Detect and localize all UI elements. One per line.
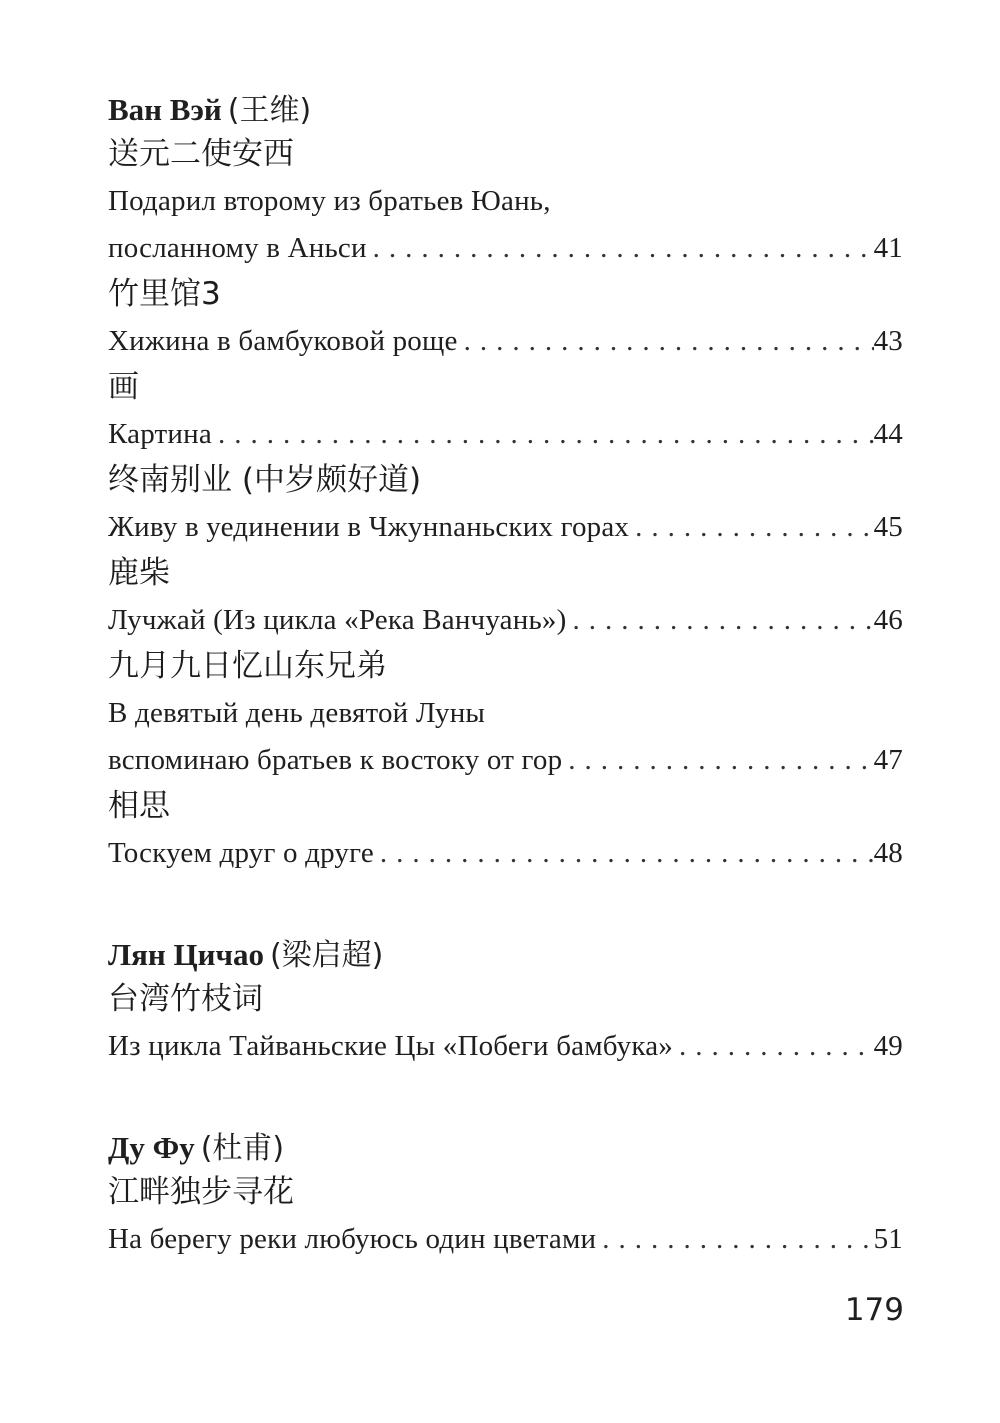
toc-section-liang-qichao bbox=[108, 933, 903, 1070]
author-name-ru: Ван Вэй bbox=[108, 92, 222, 127]
author-name-ru: Ду Фу bbox=[108, 1130, 195, 1165]
dot-leader bbox=[566, 597, 873, 644]
dot-leader bbox=[212, 411, 874, 458]
page-ref: 47 bbox=[873, 744, 903, 776]
author-heading bbox=[108, 933, 903, 977]
dot-leader bbox=[374, 830, 874, 877]
section-spacer bbox=[108, 1070, 903, 1126]
entry-title-ru: Из цикла Тайваньские Цы «Побеги бамбука» bbox=[108, 1030, 673, 1062]
entry-title-ru: Картина bbox=[108, 418, 212, 450]
entry-title-zh: 终南别业 (中岁颇好道) bbox=[108, 462, 422, 498]
toc-entry bbox=[108, 977, 903, 1070]
toc-line[interactable] bbox=[108, 225, 903, 272]
entry-title-zh: 台湾竹枝词 bbox=[108, 981, 263, 1017]
toc-line[interactable] bbox=[108, 504, 903, 551]
author-name-zh: (王维) bbox=[227, 93, 312, 128]
entry-title-ru: Живу в уединении в Чжунnаньских горах bbox=[108, 511, 630, 543]
author-heading bbox=[108, 88, 903, 132]
toc-entry bbox=[108, 132, 903, 272]
entry-title-ru-line: Подарил второму из братьев Юань, bbox=[108, 185, 551, 217]
entry-title-ru-line: В девятый день девятой Луны bbox=[108, 697, 486, 729]
page-ref: 49 bbox=[873, 1030, 903, 1062]
toc-section-du-fu bbox=[108, 1126, 903, 1263]
toc-entry bbox=[108, 551, 903, 644]
toc-entry bbox=[108, 1170, 903, 1263]
entry-title-ru: Хижина в бамбуковой роще bbox=[108, 325, 458, 357]
toc-line[interactable] bbox=[108, 1216, 903, 1263]
toc-entry bbox=[108, 272, 903, 365]
entry-title-zh: 九月九日忆山东兄弟 bbox=[108, 648, 387, 684]
dot-leader bbox=[458, 318, 874, 365]
toc-line[interactable] bbox=[108, 411, 903, 458]
dot-leader bbox=[562, 737, 873, 784]
page-ref: 48 bbox=[873, 837, 903, 869]
entry-title-ru: вспоминаю братьев к востоку от гор bbox=[108, 744, 563, 776]
toc-entry bbox=[108, 365, 903, 458]
entry-title-ru: посланному в Аньси bbox=[108, 232, 367, 264]
page-ref: 51 bbox=[873, 1223, 903, 1255]
toc-line[interactable] bbox=[108, 318, 903, 365]
entry-title-zh: 画 bbox=[108, 369, 139, 405]
entry-title-ru: Тоскуем друг о друге bbox=[108, 837, 374, 869]
page-number: 179 bbox=[844, 1292, 904, 1328]
toc-entry bbox=[108, 644, 903, 784]
page-ref: 41 bbox=[873, 232, 903, 264]
entry-title-zh: 江畔独步寻花 bbox=[108, 1174, 294, 1210]
toc-line[interactable] bbox=[108, 1023, 903, 1070]
section-spacer bbox=[108, 877, 903, 933]
author-name-zh: (梁启超) bbox=[269, 938, 384, 973]
toc-line[interactable] bbox=[108, 830, 903, 877]
page-ref: 46 bbox=[873, 604, 903, 636]
dot-leader bbox=[367, 225, 874, 272]
page-ref: 43 bbox=[873, 325, 903, 357]
entry-title-zh: 竹里馆3 bbox=[108, 276, 221, 312]
entry-title-ru: Лучжай (Из цикла «Река Ванчуань») bbox=[108, 604, 567, 636]
toc-line[interactable] bbox=[108, 597, 903, 644]
toc-entry bbox=[108, 458, 903, 551]
table-of-contents bbox=[108, 88, 903, 1263]
toc-line[interactable] bbox=[108, 737, 903, 784]
entry-title-zh: 鹿柴 bbox=[108, 555, 170, 591]
dot-leader bbox=[629, 504, 873, 551]
author-name-zh: (杜甫) bbox=[200, 1131, 285, 1166]
author-heading bbox=[108, 1126, 903, 1170]
dot-leader bbox=[673, 1023, 874, 1070]
entry-title-zh: 送元二使安西 bbox=[108, 136, 294, 172]
toc-entry bbox=[108, 784, 903, 877]
page-ref: 45 bbox=[873, 511, 903, 543]
dot-leader bbox=[596, 1216, 873, 1263]
author-name-ru: Лян Цичао bbox=[108, 937, 264, 972]
toc-section-wang-wei bbox=[108, 88, 903, 877]
page-ref: 44 bbox=[873, 418, 903, 450]
entry-title-zh: 相思 bbox=[108, 788, 170, 824]
entry-title-ru: На берегу реки любуюсь один цветами bbox=[108, 1223, 597, 1255]
